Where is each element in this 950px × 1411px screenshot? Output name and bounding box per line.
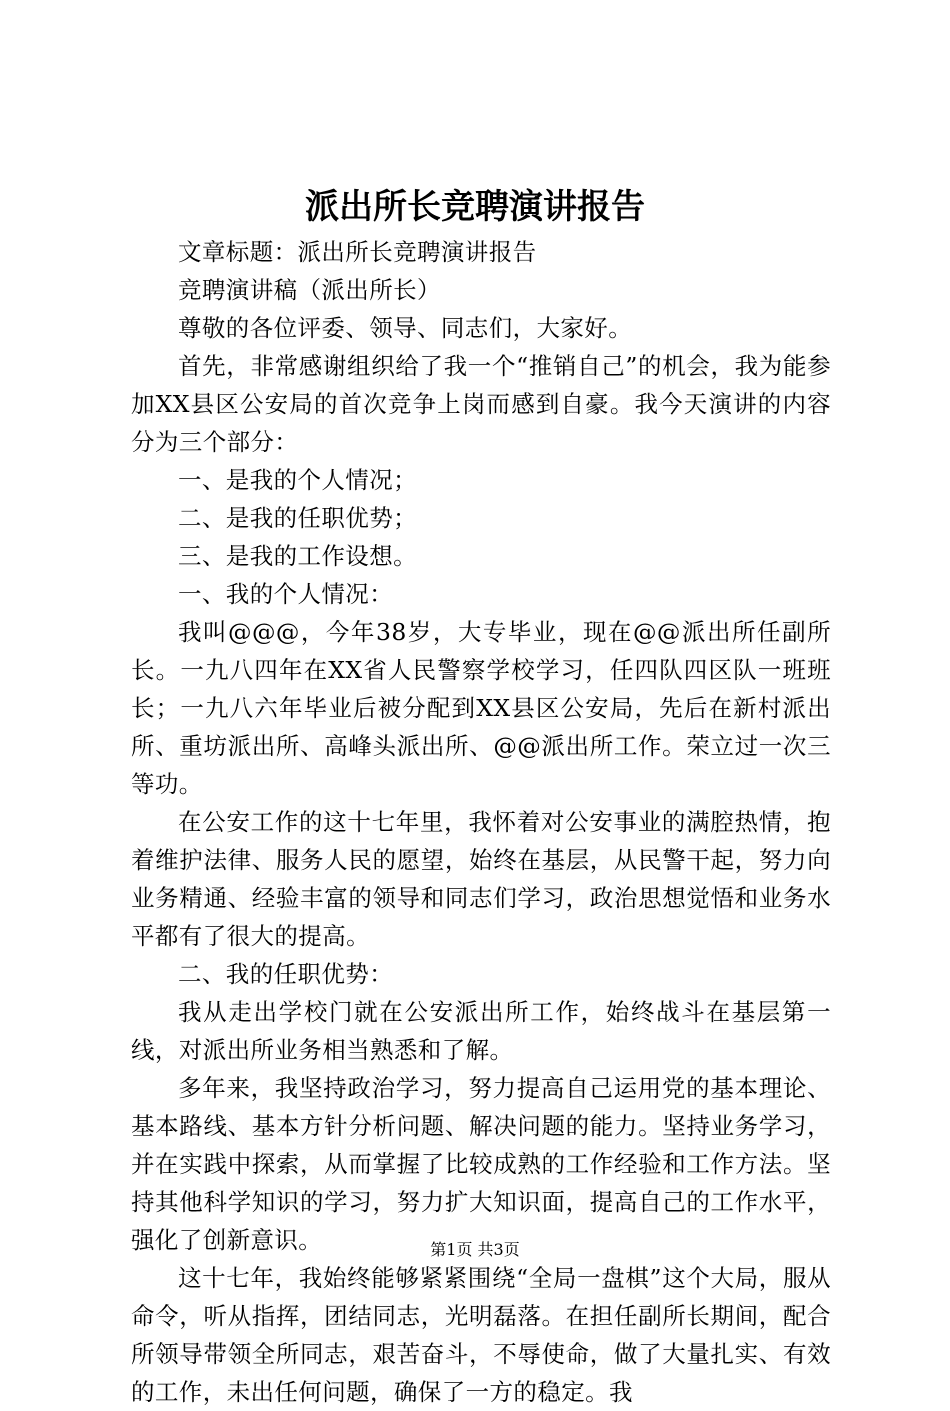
paragraph-outline-2: 二、是我的任职优势； [178,504,417,532]
paragraph-frontline: 我从走出学校门就在公安派出所工作，始终战斗在基层第一线，对派出所业务相当熟悉和了解。 [131,998,831,1064]
document-title: 派出所长竞聘演讲报告 [305,187,645,227]
section-heading-advantages: 二、我的任职优势： [178,960,394,988]
paragraph-article-title: 文章标题：派出所长竞聘演讲报告 [178,238,537,266]
paragraph-greeting: 尊敬的各位评委、领导、同志们，大家好。 [178,314,633,342]
document-body [131,233,831,1411]
section-heading-personal: 一、我的个人情况： [178,580,394,608]
paragraph-seventeen-years: 在公安工作的这十七年里，我怀着对公安事业的满腔热情，抱着维护法律、服务人民的愿望，始终在基层，从民警干起，努力向业务精通、经验丰富的领导和同志们学习，政治思想觉悟和业务水平都有了很大的提高。 [131,808,831,950]
page-footer: 第1页 共3页 [430,1240,520,1259]
paragraph-personal-info: 我叫@@@，今年38岁，大专毕业，现在@@派出所任副所长。一九八四年在XX省人民警察学校学习，任四队四区队一班班长；一九八六年毕业后被分配到XX县区公安局，先后在新村派出所、重坊派出所、高峰头派出所、@@派出所工作。荣立过一次三等功。 [131,618,831,798]
paragraph-study: 多年来，我坚持政治学习，努力提高自己运用党的基本理论、基本路线、基本方针分析问题、解决问题的能力。坚持业务学习，并在实践中探索，从而掌握了比较成熟的工作经验和工作方法。坚持其他科学知识的学习，努力扩大知识面，提高自己的工作水平，强化了创新意识。 [131,1074,831,1254]
paragraph-outline-1: 一、是我的个人情况； [178,466,417,494]
paragraph-outline-3: 三、是我的工作设想。 [178,542,417,570]
paragraph-subtitle: 竞聘演讲稿（派出所长） [178,276,441,304]
paragraph-overall: 这十七年，我始终能够紧紧围绕“全局一盘棋”这个大局，服从命令，听从指挥，团结同志，光明磊落。在担任副所长期间，配合所领导带领全所同志，艰苦奋斗，不辱使命，做了大量扎实、有效的工作，未出任何问题，确保了一方的稳定。我 [131,1264,831,1406]
paragraph-intro: 首先，非常感谢组织给了我一个“推销自己”的机会，我为能参加XX县区公安局的首次竞争上岗而感到自豪。我今天演讲的内容分为三个部分： [131,352,831,456]
